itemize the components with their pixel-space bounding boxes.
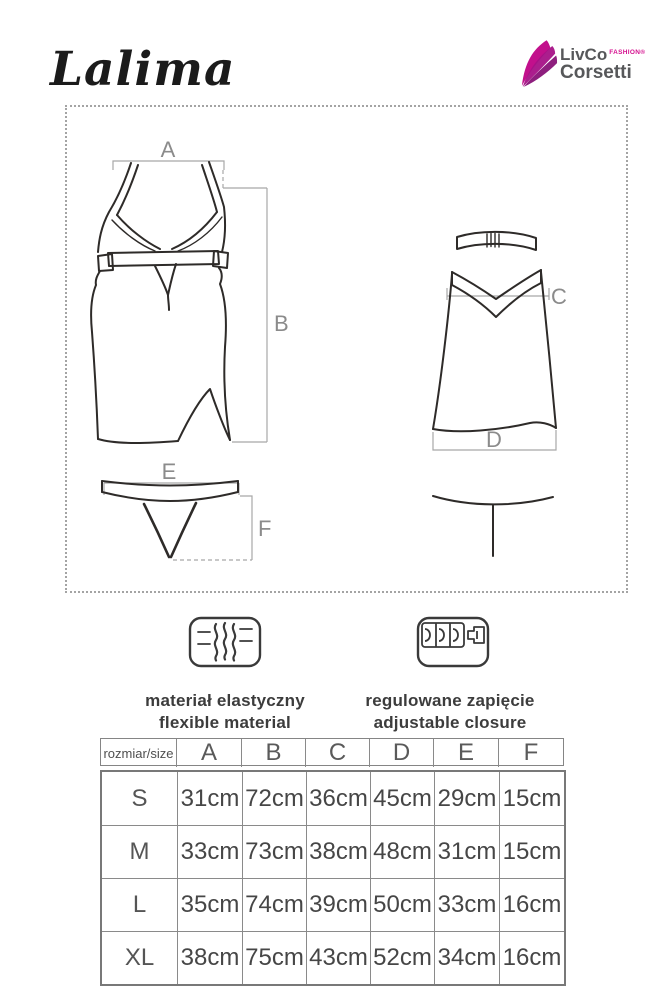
adjustable-closure-icon — [416, 616, 490, 668]
column-header-f: F — [498, 739, 563, 767]
elastic-label-pl: materiał elastyczny — [145, 691, 305, 710]
size-label: M — [102, 825, 177, 878]
column-header-d: D — [369, 739, 433, 767]
size-value: 38cm — [306, 825, 370, 878]
size-value: 52cm — [370, 931, 434, 984]
size-table-corner-label: rozmiar/size — [103, 745, 174, 761]
elastic-material-icon — [188, 616, 262, 668]
size-value: 48cm — [370, 825, 434, 878]
size-value: 34cm — [434, 931, 499, 984]
brand-name-corsetti: Corsetti — [560, 62, 632, 83]
size-value: 15cm — [499, 772, 564, 825]
brand-logo — [520, 38, 646, 94]
brand-swoosh-icon — [520, 38, 558, 92]
size-table-header — [100, 738, 564, 766]
size-label: XL — [102, 931, 177, 984]
measure-label-b: B — [274, 311, 289, 336]
size-value: 73cm — [242, 825, 306, 878]
size-value: 39cm — [306, 878, 370, 931]
column-header-e: E — [433, 739, 498, 767]
measure-label-f: F — [258, 516, 272, 541]
brand-name-livco: LivCo — [560, 45, 608, 64]
size-value: 72cm — [242, 772, 306, 825]
measure-label-a: A — [160, 137, 176, 162]
elastic-material-label — [105, 690, 345, 734]
measurement-guides — [104, 137, 567, 560]
elastic-label-en: flexible material — [159, 713, 291, 732]
size-value: 15cm — [499, 825, 564, 878]
thong-front-drawing — [102, 481, 238, 557]
size-value: 45cm — [370, 772, 434, 825]
size-value: 50cm — [370, 878, 434, 931]
size-value: 16cm — [499, 878, 564, 931]
measure-label-e: E — [161, 459, 177, 484]
size-value: 75cm — [242, 931, 306, 984]
chemise-back-drawing — [433, 232, 556, 431]
size-value: 38cm — [177, 931, 242, 984]
adjustable-closure-label — [330, 690, 570, 734]
column-header-b: B — [241, 739, 305, 767]
size-value: 16cm — [499, 931, 564, 984]
closure-label-en: adjustable closure — [373, 713, 527, 732]
size-label: S — [131, 784, 148, 812]
size-table-body — [100, 770, 566, 986]
size-value: 43cm — [306, 931, 370, 984]
measure-label-c: C — [551, 284, 567, 309]
closure-label-pl: regulowane zapięcie — [365, 691, 535, 710]
garment-measurement-diagram — [65, 105, 628, 593]
chemise-front-drawing — [91, 162, 230, 443]
size-value: 36cm — [306, 772, 370, 825]
brand-fashion-tag: FASHION® — [609, 49, 646, 56]
column-header-a: A — [176, 739, 241, 767]
size-value: 35cm — [177, 878, 242, 931]
size-value: 31cm — [434, 825, 499, 878]
size-value: 33cm — [434, 878, 499, 931]
product-title: Lalima — [50, 42, 236, 97]
size-value: 74cm — [242, 878, 306, 931]
column-header-c: C — [305, 739, 369, 767]
size-value: 31cm — [177, 772, 242, 825]
size-value: 29cm — [434, 772, 499, 825]
size-label: L — [102, 878, 177, 931]
thong-back-drawing — [433, 496, 553, 556]
measure-label-d: D — [486, 427, 502, 452]
size-value: 33cm — [177, 825, 242, 878]
